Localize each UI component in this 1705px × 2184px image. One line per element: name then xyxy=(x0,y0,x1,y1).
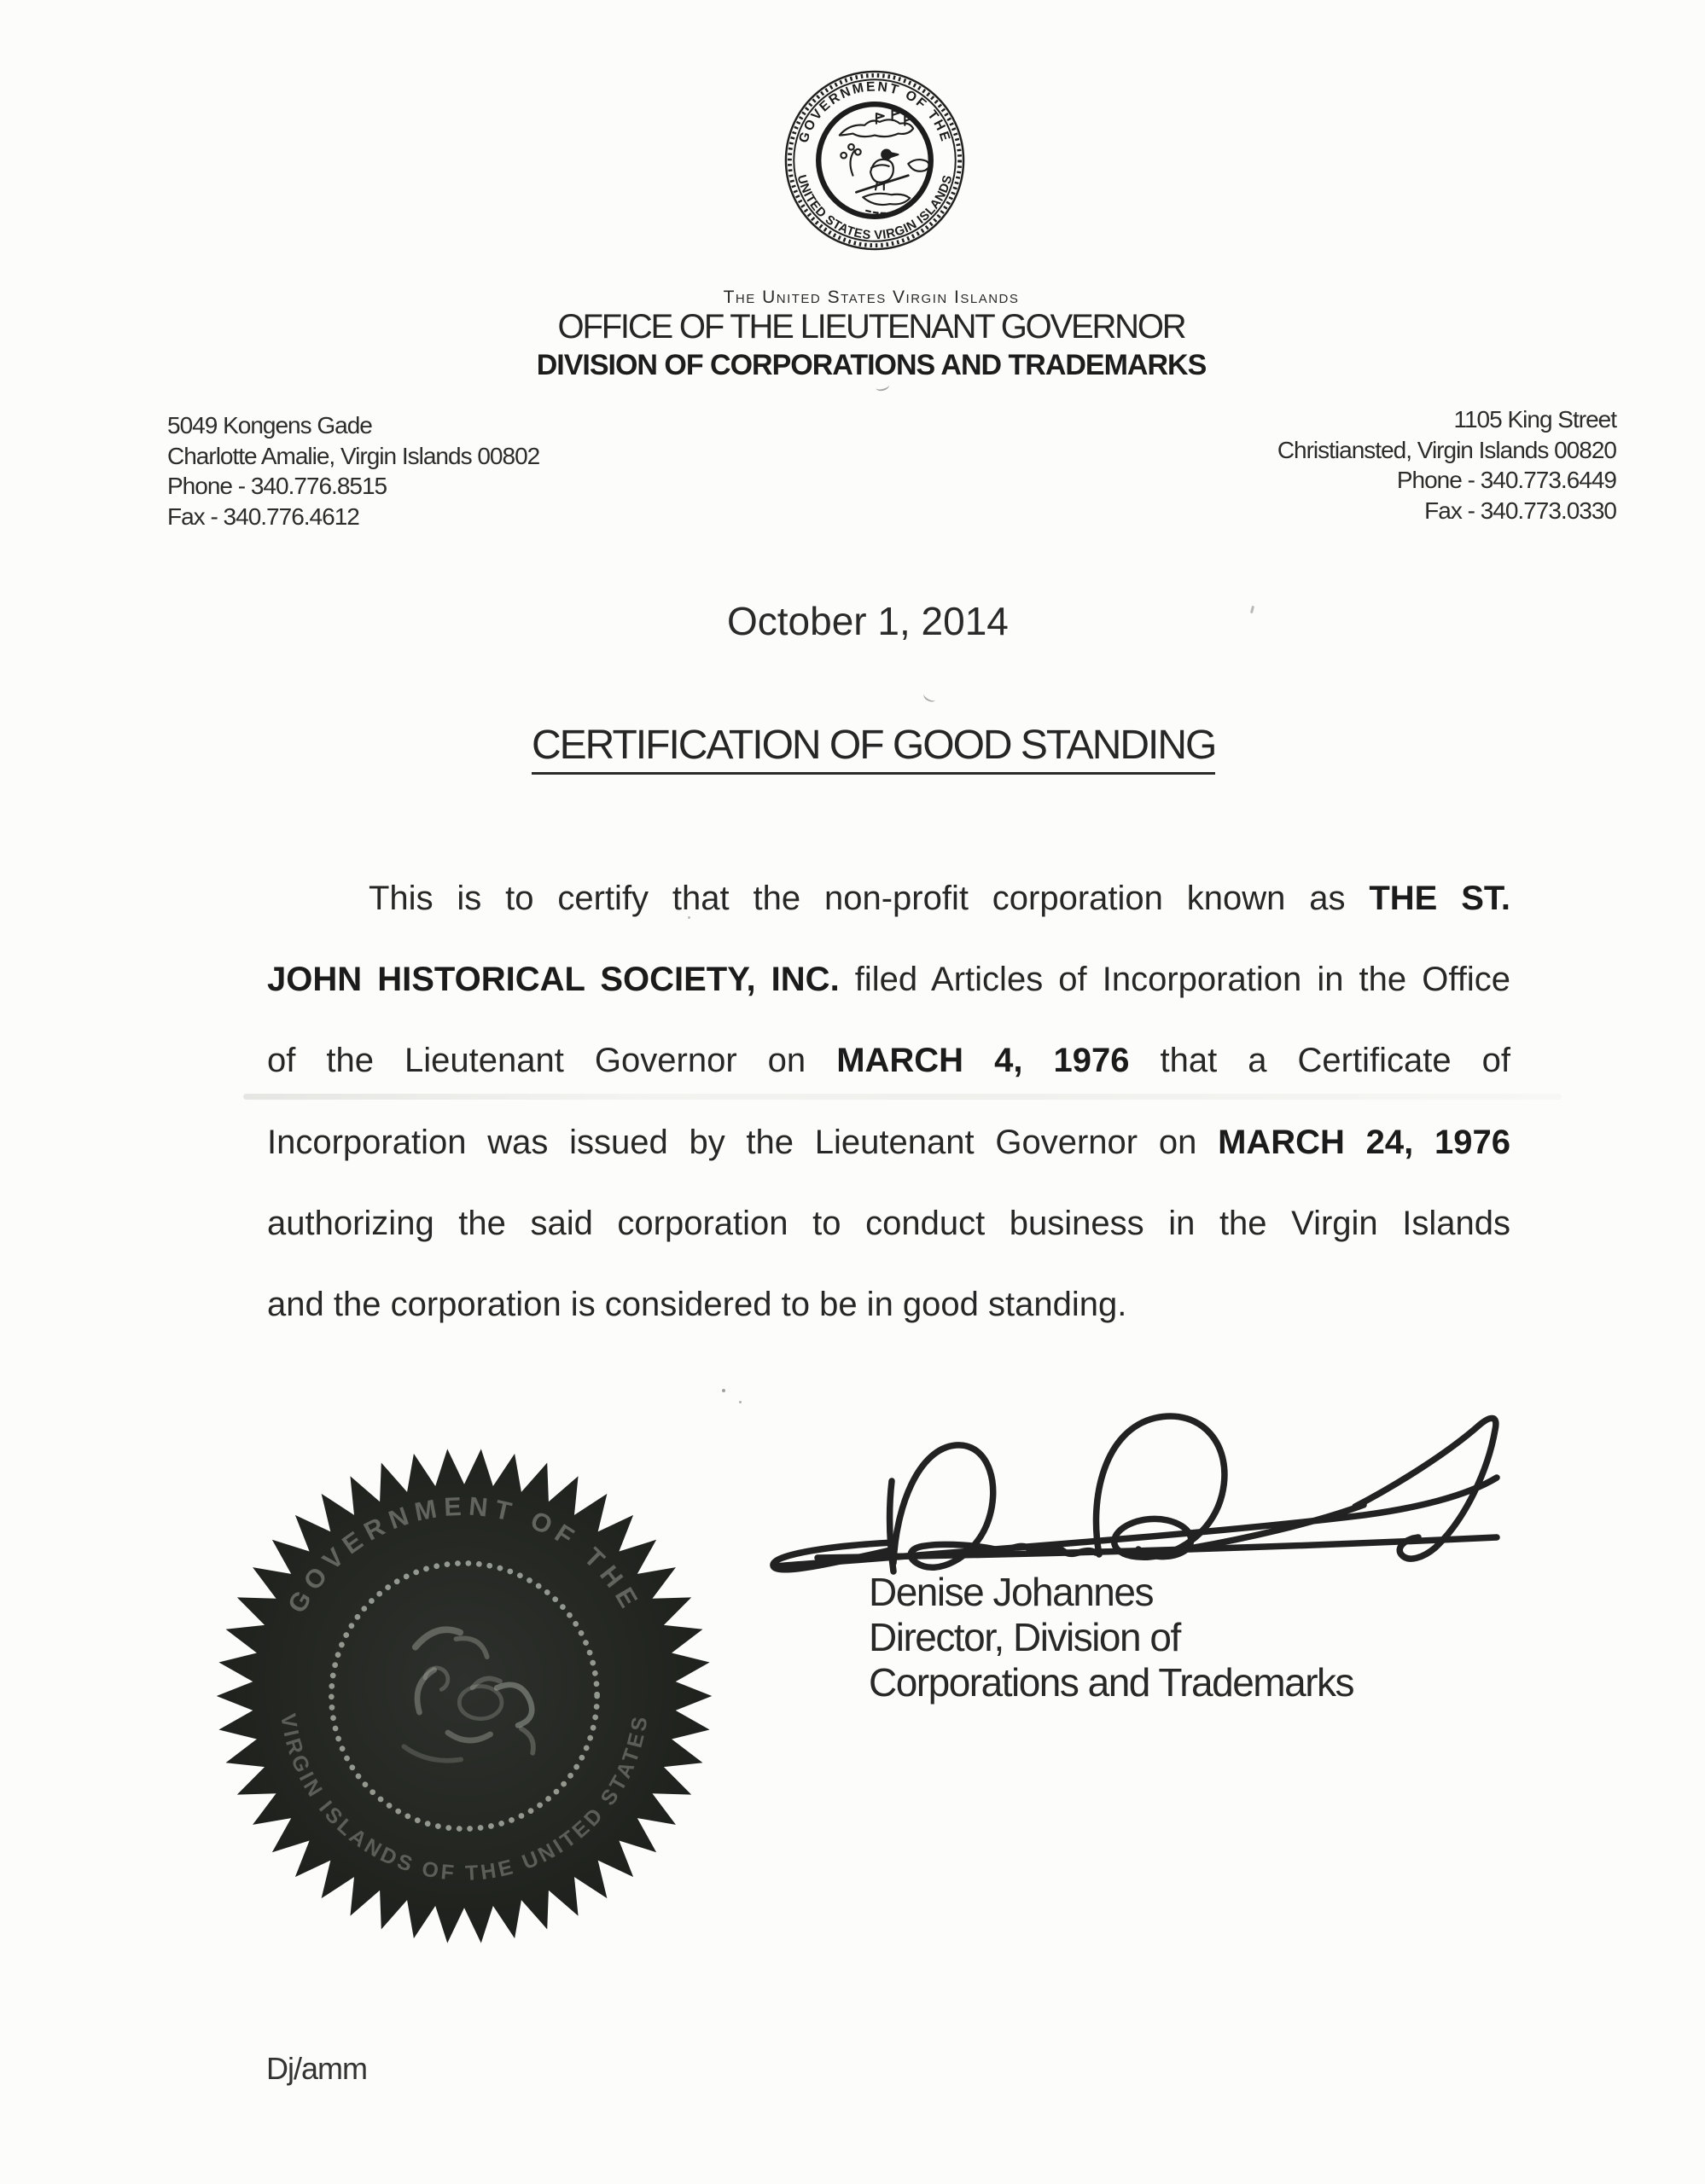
letterhead-office-name: OFFICE OF THE LIEUTENANT GOVERNOR xyxy=(557,308,1185,346)
body-line: authorizing the said corporation to conduct business in the Virgin Islands xyxy=(267,1204,1510,1242)
embossed-top-legend: GOVERNMENT OF THE xyxy=(282,1491,647,1618)
address-line: 5049 Kongens Gade xyxy=(167,412,372,439)
letterhead-jurisdiction: The United States Virgin Islands xyxy=(723,288,1020,307)
certificate-body xyxy=(267,858,1510,1345)
scan-artifact xyxy=(922,690,938,704)
address-line: Phone - 340.776.8515 xyxy=(167,473,387,499)
letter-date: October 1, 2014 xyxy=(727,599,1009,643)
seal-bottom-legend: UNITED STATES VIRGIN ISLANDS xyxy=(794,173,956,243)
scan-artifact xyxy=(722,1389,725,1392)
address-line: Fax - 340.776.4612 xyxy=(167,502,359,530)
address-line: Charlotte Amalie, Virgin Islands 00802 xyxy=(167,442,540,469)
signatory-title-line: Director, Division of xyxy=(869,1615,1180,1659)
address-line: Phone - 340.773.6449 xyxy=(1396,467,1616,493)
address-line: Fax - 340.773.0330 xyxy=(1424,497,1616,524)
address-charlotte-amalie xyxy=(167,410,539,531)
address-line: 1105 King Street xyxy=(1453,406,1616,433)
body-line: and the corporation is considered to be in good standing. xyxy=(267,1286,1127,1324)
reference-initials: Dj/amm xyxy=(266,2051,367,2086)
scan-artifact xyxy=(875,380,890,392)
body-line: This is to certify that the non-profit corporation known as THE ST. xyxy=(369,880,1511,917)
letterhead-division-name: DIVISION OF CORPORATIONS AND TRADEMARKS xyxy=(536,349,1207,381)
scan-artifact xyxy=(1250,606,1254,613)
seal-top-legend: GOVERNMENT OF THE xyxy=(796,79,953,145)
signatory-title-line: Corporations and Trademarks xyxy=(869,1660,1354,1705)
signatory-block xyxy=(869,1570,1353,1705)
body-line: of the Lieutenant Governor on MARCH 4, 1976 that a Certificate of xyxy=(267,1042,1510,1080)
address-christiansted xyxy=(1277,404,1616,526)
handwritten-signature xyxy=(766,1396,1505,1585)
scan-artifact xyxy=(739,1401,742,1403)
address-line: Christiansted, Virgin Islands 00820 xyxy=(1277,436,1616,463)
signatory-name: Denise Johannes xyxy=(869,1570,1153,1614)
body-line: JOHN HISTORICAL SOCIETY, INC. filed Articles of Incorporation in the Office xyxy=(267,961,1510,999)
certificate-title: CERTIFICATION OF GOOD STANDING xyxy=(532,725,1215,775)
embossed-bottom-legend: VIRGIN ISLANDS OF THE UNITED STATES xyxy=(276,1711,653,1885)
embossed-notary-seal xyxy=(212,1443,717,1949)
government-seal-icon xyxy=(783,68,967,253)
body-line: Incorporation was issued by the Lieutenant Governor on MARCH 24, 1976 xyxy=(267,1123,1510,1161)
